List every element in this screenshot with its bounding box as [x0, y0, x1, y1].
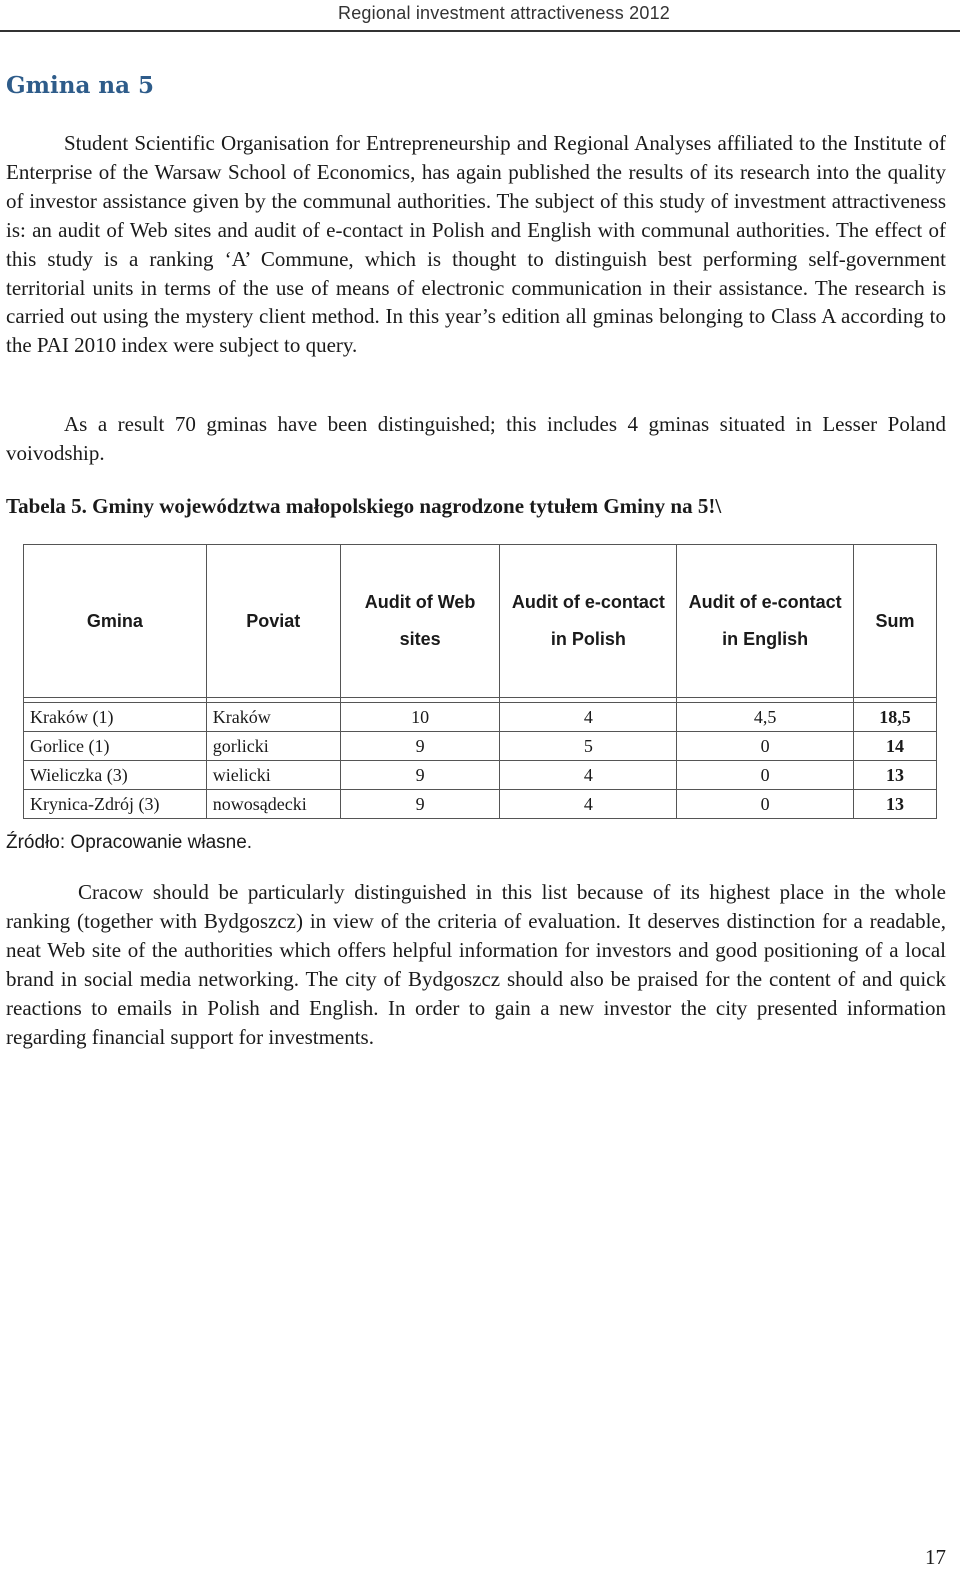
header-gmina: Gmina	[24, 545, 207, 698]
header-audit-english: Audit of e-contact in English	[677, 545, 854, 698]
cell-web: 9	[340, 732, 500, 761]
cell-poviat: gorlicki	[206, 732, 340, 761]
cell-gmina: Wieliczka (3)	[24, 761, 207, 790]
cell-gmina: Gorlice (1)	[24, 732, 207, 761]
header-sum: Sum	[854, 545, 937, 698]
table-row	[24, 790, 937, 819]
running-header: Regional investment attractiveness 2012	[338, 3, 670, 23]
cell-poviat: wielicki	[206, 761, 340, 790]
table-row	[24, 732, 937, 761]
cell-english: 0	[677, 732, 854, 761]
header-rule	[0, 30, 960, 32]
cell-sum: 14	[854, 732, 937, 761]
result-paragraph: As a result 70 gminas have been distinguished; this includes 4 gminas situated in Lesser Poland voivodship.	[6, 412, 946, 465]
cell-polish: 4	[500, 790, 677, 819]
table-caption: Tabela 5. Gminy województwa małopolskiego nagrodzone tytułem Gminy na 5!\	[6, 494, 722, 518]
cell-english: 0	[677, 761, 854, 790]
cell-sum: 18,5	[854, 703, 937, 732]
cell-polish: 4	[500, 761, 677, 790]
cell-english: 0	[677, 790, 854, 819]
cell-polish: 5	[500, 732, 677, 761]
header-poviat: Poviat	[206, 545, 340, 698]
awards-table	[23, 544, 937, 819]
cell-web: 9	[340, 790, 500, 819]
cell-polish: 4	[500, 703, 677, 732]
cell-poviat: Kraków	[206, 703, 340, 732]
cracow-paragraph: Cracow should be particularly distinguished in this list because of its highest place in the whole ranking (together with Bydgoszcz) in view of the criteria of evaluation. It deserves distinction for a readable, neat Web site of the authorities which offers helpful information for investors and good positioning of a local brand in social media networking. The city of Bydgoszcz should also be praised for the content of and quick reactions to emails in Polish and English. In order to gain a new investor the city presented information regarding financial support for investments.	[6, 880, 946, 1049]
header-audit-web: Audit of Web sites	[340, 545, 500, 698]
header-audit-polish: Audit of e-contact in Polish	[500, 545, 677, 698]
cell-english: 4,5	[677, 703, 854, 732]
table-row	[24, 703, 937, 732]
cell-gmina: Krynica-Zdrój (3)	[24, 790, 207, 819]
cell-gmina: Kraków (1)	[24, 703, 207, 732]
cell-web: 9	[340, 761, 500, 790]
cell-web: 10	[340, 703, 500, 732]
table-source-note: Źródło: Opracowanie własne.	[6, 832, 253, 853]
page-number: 17	[925, 1545, 946, 1569]
section-title: Gmina na 5	[6, 72, 154, 99]
cell-poviat: nowosądecki	[206, 790, 340, 819]
cell-sum: 13	[854, 790, 937, 819]
table-row	[24, 761, 937, 790]
cell-sum: 13	[854, 761, 937, 790]
intro-paragraph: Student Scientific Organisation for Entrepreneurship and Regional Analyses affiliated to the Institute of Enterprise of the Warsaw School of Economics, has again published the results of its research into the quality of investor assistance given by the communal authorities. The subject of this study of investment attractiveness is: an audit of Web sites and audit of e-contact in Polish and English with communal authorities. The effect of this study is a ranking ‘A’ Commune, which is thought to distinguish best performing self-government territorial units in terms of the use of means of electronic communication in their assistance. The research is carried out using the mystery client method. In this year’s edition all gminas belonging to Class A according to the PAI 2010 index were subject to query.	[6, 131, 946, 358]
table-header-row	[24, 545, 937, 698]
